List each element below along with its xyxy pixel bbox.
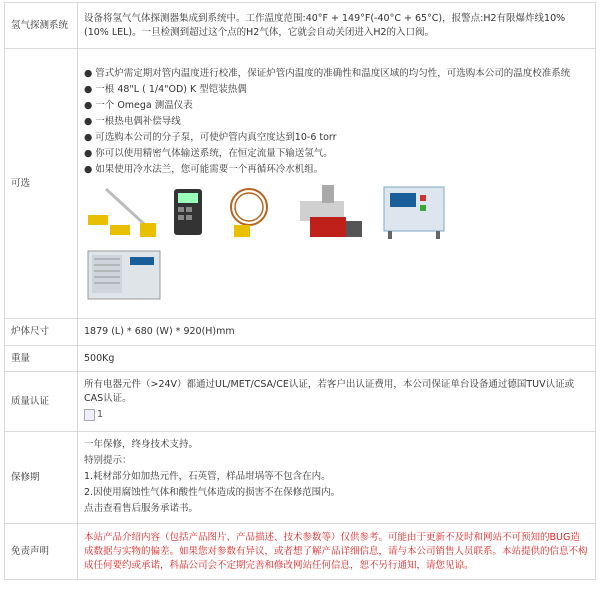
- optional-item: ● 你可以使用精密气体输送系统，在恒定流量下输送氢气。: [84, 147, 333, 159]
- after-sales-link[interactable]: 点击查看售后服务承诺书。: [84, 502, 199, 514]
- row-size: [5, 319, 596, 346]
- molecular-pump-icon: [290, 181, 370, 241]
- warranty-line: 特别提示：: [84, 454, 132, 466]
- value-disclaimer: 本站产品介绍内容（包括产品图片、产品描述、技术参数等）仅供参考。可能由于更新不及时和网站不可预知的BUG造成数据与实物的偏差。如果您对参数有异议，或者想了解产品详细信息，请与本公司销售人员联系。本站提供的信息不构成任何要约或承诺，科晶公司会不定期完善和修改网站任何信息，恕不另行通知，请您见谅。: [78, 524, 596, 580]
- optional-item: ● 管式炉需定期对管内温度进行校准，保证炉管内温度的准确性和温度区域的均匀性，可选购本公司的温度校准系统: [84, 67, 571, 79]
- warranty-line: 2.因使用腐蚀性气体和酸性气体造成的损害不在保修范围内。: [84, 486, 341, 498]
- optional-item: ● 可选购本公司的分子泵，可使炉管内真空度达到10-6 torr: [84, 131, 337, 143]
- value-hydrogen: 设备将氢气气体探测器集成到系统中。工作温度范围:40°F + 149°F(-40°C + 65°C)，报警点:H2有限爆炸线10% (10% LEL)。一旦检测到超过这个点的H2气体，它就会自动关闭进入H2的入口阀。: [78, 3, 596, 49]
- certificate-image-alt: 1: [97, 408, 104, 420]
- optional-item: ● 一根热电偶补偿导线: [84, 115, 181, 127]
- row-disclaimer: [5, 524, 596, 580]
- label-size: 炉体尺寸: [5, 319, 78, 346]
- value-warranty: [78, 432, 596, 524]
- label-quality: 质量认证: [5, 372, 78, 432]
- row-quality: [5, 372, 596, 432]
- row-weight: [5, 346, 596, 372]
- optional-item: ● 一根 48"L ( 1/4"OD) K 型铠装热偶: [84, 83, 247, 95]
- value-size: 1879 (L) * 680 (W) * 920(H)mm: [78, 319, 596, 346]
- optional-images-row2: [84, 245, 589, 303]
- optional-list: [84, 67, 589, 177]
- certificate-image: [84, 408, 103, 422]
- gas-delivery-system-icon: [376, 181, 456, 241]
- optional-images: [84, 181, 589, 241]
- compensation-wire-icon: [214, 181, 284, 241]
- row-warranty: [5, 432, 596, 524]
- temperature-meter-icon: [168, 181, 208, 241]
- value-optional: [78, 49, 596, 319]
- quality-text: 所有电器元件（>24V）都通过UL/MET/CSA/CE认证，若客户出认证费用，本公司保证单台设备通过德国TUV认证或CAS认证。: [84, 378, 575, 404]
- optional-item: ● 一个 Omega 测温仪表: [84, 99, 193, 111]
- row-optional: [5, 49, 596, 319]
- label-weight: 重量: [5, 346, 78, 372]
- label-warranty: 保修期: [5, 432, 78, 524]
- thermocouple-probe-icon: [84, 181, 162, 241]
- warranty-line: 1.耗材部分如加热元件，石英管，样品坩埚等不包含在内。: [84, 470, 331, 482]
- label-optional: 可选: [5, 49, 78, 319]
- spec-table: [4, 2, 596, 580]
- value-weight: 500Kg: [78, 346, 596, 372]
- label-disclaimer: 免责声明: [5, 524, 78, 580]
- value-quality: [78, 372, 596, 432]
- water-chiller-icon: [84, 245, 168, 303]
- optional-item: ● 如果使用冷水法兰，您可能需要一个再循环冷水机组。: [84, 163, 324, 175]
- label-hydrogen: 氢气探测系统: [5, 3, 78, 49]
- broken-image-icon: [84, 409, 95, 421]
- row-hydrogen: [5, 3, 596, 49]
- warranty-line: 一年保修，终身技术支持。: [84, 438, 199, 450]
